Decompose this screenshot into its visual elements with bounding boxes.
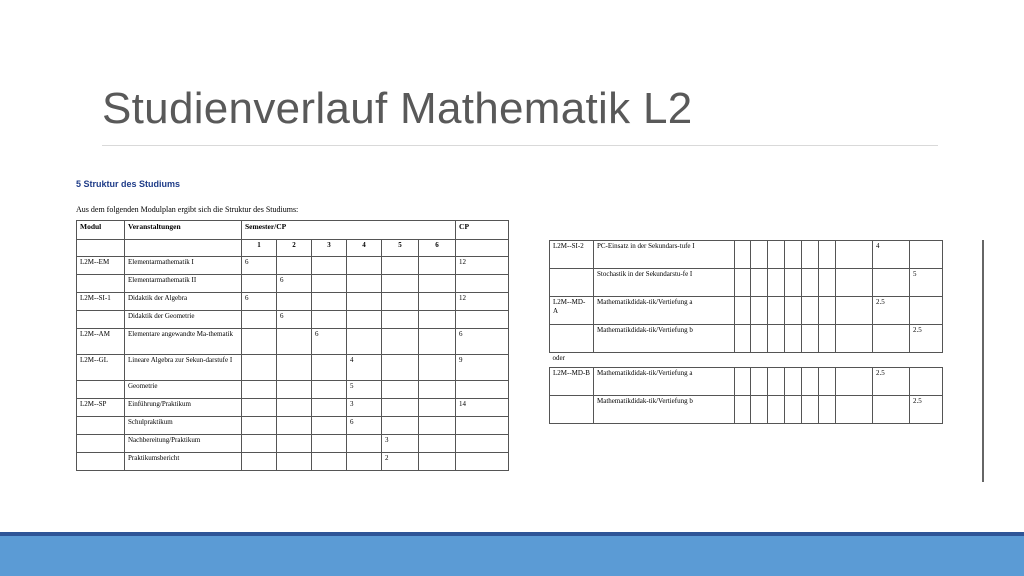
course-name-cell: Mathematikdidak-tik/Vertiefung b	[594, 396, 735, 424]
semester-cp-cell	[242, 399, 277, 417]
module-code-cell: L2M--SP	[77, 399, 125, 417]
semester-cp-cell	[242, 311, 277, 329]
header-blank	[125, 240, 242, 257]
semester-cp-cell: 2.5	[910, 325, 943, 353]
semester-cp-cell	[382, 355, 419, 381]
semester-cp-cell	[242, 381, 277, 399]
semester-cp-cell	[419, 381, 456, 399]
module-code-cell	[77, 275, 125, 293]
semester-cp-cell	[819, 325, 836, 353]
semester-cp-cell	[277, 293, 312, 311]
semester-cp-cell	[802, 297, 819, 325]
semester-cp-cell: 2.5	[873, 368, 910, 396]
semester-cp-cell	[836, 297, 873, 325]
course-name-cell: Mathematikdidak-tik/Vertiefung a	[594, 368, 735, 396]
header-semester-1: 1	[242, 240, 277, 257]
semester-cp-cell	[836, 368, 873, 396]
semester-cp-cell	[382, 417, 419, 435]
semester-cp-cell	[785, 269, 802, 297]
semester-cp-cell	[347, 275, 382, 293]
semester-cp-cell	[419, 293, 456, 311]
semester-cp-cell	[347, 329, 382, 355]
semester-cp-cell: 4	[347, 355, 382, 381]
course-name-cell: Schulpraktikum	[125, 417, 242, 435]
total-cp-cell: 9	[456, 355, 509, 381]
total-cp-cell: 12	[456, 257, 509, 275]
header-semester-2: 2	[277, 240, 312, 257]
slide-title: Studienverlauf Mathematik L2	[102, 84, 693, 133]
semester-cp-cell	[785, 325, 802, 353]
semester-cp-cell: 6	[312, 329, 347, 355]
semester-cp-cell: 2	[382, 453, 419, 471]
course-name-cell: Elementarmathematik II	[125, 275, 242, 293]
table-row	[550, 325, 943, 353]
document-heading: 5 Struktur des Studiums	[76, 179, 181, 189]
module-code-cell	[550, 396, 594, 424]
semester-cp-cell	[735, 241, 751, 269]
table-row	[77, 435, 509, 453]
module-code-cell	[550, 269, 594, 297]
table-row	[77, 311, 509, 329]
table-row	[77, 329, 509, 355]
table-row	[550, 269, 943, 297]
semester-cp-cell: 2.5	[873, 297, 910, 325]
semester-cp-cell	[277, 257, 312, 275]
course-name-cell: Nachbereitung/Praktikum	[125, 435, 242, 453]
semester-cp-cell	[802, 368, 819, 396]
semester-cp-cell	[312, 381, 347, 399]
semester-cp-cell	[735, 368, 751, 396]
semester-cp-cell: 5	[910, 269, 943, 297]
module-code-cell	[77, 453, 125, 471]
semester-cp-cell	[768, 368, 785, 396]
total-cp-cell: 6	[456, 329, 509, 355]
semester-cp-cell	[242, 453, 277, 471]
semester-cp-cell	[347, 293, 382, 311]
header-blank	[456, 240, 509, 257]
semester-cp-cell	[382, 329, 419, 355]
semester-cp-cell	[382, 311, 419, 329]
semester-cp-cell	[768, 241, 785, 269]
semester-cp-cell	[312, 435, 347, 453]
course-name-cell: Stochastik in der Sekundarstu-fe I	[594, 269, 735, 297]
semester-cp-cell	[419, 417, 456, 435]
course-name-cell: Didaktik der Algebra	[125, 293, 242, 311]
header-semester-cp: Semester/CP	[242, 221, 456, 240]
table-row	[77, 417, 509, 435]
semester-cp-cell	[910, 241, 943, 269]
semester-cp-cell	[242, 275, 277, 293]
semester-cp-cell	[419, 257, 456, 275]
semester-cp-cell	[819, 297, 836, 325]
semester-cp-cell	[751, 297, 768, 325]
module-code-cell: L2M--MD-B	[550, 368, 594, 396]
semester-cp-cell	[735, 396, 751, 424]
header-semester-3: 3	[312, 240, 347, 257]
semester-cp-cell	[785, 396, 802, 424]
semester-cp-cell	[312, 399, 347, 417]
semester-cp-cell	[382, 293, 419, 311]
semester-cp-cell	[382, 275, 419, 293]
semester-cp-cell	[277, 435, 312, 453]
table-row	[550, 297, 943, 325]
total-cp-cell: 14	[456, 399, 509, 417]
table-row	[77, 399, 509, 417]
course-name-cell: Praktikumsbericht	[125, 453, 242, 471]
semester-cp-cell	[735, 297, 751, 325]
module-plan-table-left	[76, 220, 509, 471]
semester-cp-cell	[419, 355, 456, 381]
semester-cp-cell	[836, 241, 873, 269]
course-name-cell: Elementarmathematik I	[125, 257, 242, 275]
semester-cp-cell	[802, 241, 819, 269]
course-name-cell: Mathematikdidak-tik/Vertiefung b	[594, 325, 735, 353]
semester-cp-cell: 6	[347, 417, 382, 435]
semester-cp-cell	[277, 453, 312, 471]
semester-cp-cell	[419, 435, 456, 453]
course-name-cell: Didaktik der Geometrie	[125, 311, 242, 329]
semester-cp-cell	[419, 311, 456, 329]
semester-cp-cell	[242, 329, 277, 355]
total-cp-cell	[456, 417, 509, 435]
header-blank	[77, 240, 125, 257]
semester-cp-cell	[819, 396, 836, 424]
semester-cp-cell	[312, 257, 347, 275]
semester-cp-cell	[910, 297, 943, 325]
semester-cp-cell	[785, 368, 802, 396]
module-code-cell	[77, 381, 125, 399]
semester-cp-cell	[802, 325, 819, 353]
course-name-cell: Mathematikdidak-tik/Vertiefung a	[594, 297, 735, 325]
total-cp-cell	[456, 381, 509, 399]
header-semester-4: 4	[347, 240, 382, 257]
semester-cp-cell	[836, 269, 873, 297]
semester-cp-cell	[751, 396, 768, 424]
semester-cp-cell	[277, 417, 312, 435]
semester-cp-cell	[873, 269, 910, 297]
module-code-cell	[77, 311, 125, 329]
total-cp-cell	[456, 311, 509, 329]
semester-cp-cell: 4	[873, 241, 910, 269]
course-name-cell: Elementare angewandte Ma-thematik	[125, 329, 242, 355]
module-code-cell	[77, 417, 125, 435]
total-cp-cell	[456, 275, 509, 293]
semester-cp-cell	[312, 453, 347, 471]
semester-cp-cell: 2.5	[910, 396, 943, 424]
header-veranstaltungen: Veranstaltungen	[125, 221, 242, 240]
table-row	[77, 381, 509, 399]
semester-cp-cell	[768, 269, 785, 297]
course-name-cell: Einführung/Praktikum	[125, 399, 242, 417]
semester-cp-cell	[312, 355, 347, 381]
semester-cp-cell	[873, 396, 910, 424]
semester-cp-cell	[751, 241, 768, 269]
document-intro-text: Aus dem folgenden Modulplan ergibt sich die Struktur des Studiums:	[76, 205, 299, 214]
total-cp-cell	[456, 435, 509, 453]
semester-cp-cell	[277, 399, 312, 417]
or-separator-row	[550, 353, 943, 368]
title-divider	[102, 145, 938, 146]
total-cp-cell	[456, 453, 509, 471]
course-name-cell: Geometrie	[125, 381, 242, 399]
semester-cp-cell	[347, 311, 382, 329]
table-row	[77, 453, 509, 471]
header-modul: Modul	[77, 221, 125, 240]
semester-cp-cell	[873, 325, 910, 353]
semester-cp-cell	[819, 368, 836, 396]
semester-cp-cell	[419, 275, 456, 293]
semester-cp-cell	[312, 293, 347, 311]
semester-cp-cell	[768, 396, 785, 424]
header-cp: CP	[456, 221, 509, 240]
module-code-cell: L2M--GL	[77, 355, 125, 381]
semester-cp-cell	[277, 381, 312, 399]
semester-cp-cell	[785, 297, 802, 325]
course-name-cell: PC-Einsatz in der Sekundars-tufe I	[594, 241, 735, 269]
semester-cp-cell	[785, 241, 802, 269]
semester-cp-cell	[419, 399, 456, 417]
semester-cp-cell: 6	[242, 257, 277, 275]
semester-cp-cell	[242, 435, 277, 453]
course-name-cell: Lineare Algebra zur Sekun-darstufe I	[125, 355, 242, 381]
semester-cp-cell	[735, 269, 751, 297]
semester-cp-cell	[382, 399, 419, 417]
semester-cp-cell	[836, 325, 873, 353]
module-code-cell: L2M--SI-1	[77, 293, 125, 311]
semester-cp-cell	[751, 269, 768, 297]
semester-cp-cell	[802, 396, 819, 424]
semester-cp-cell: 6	[277, 275, 312, 293]
semester-cp-cell	[277, 355, 312, 381]
semester-cp-cell: 3	[382, 435, 419, 453]
module-code-cell: L2M--EM	[77, 257, 125, 275]
semester-cp-cell	[819, 269, 836, 297]
footer-band	[0, 536, 1024, 576]
or-label: oder	[550, 353, 943, 368]
table-row	[550, 241, 943, 269]
module-code-cell: L2M--SI-2	[550, 241, 594, 269]
page-edge-line	[982, 240, 984, 482]
semester-cp-cell	[242, 355, 277, 381]
module-plan-table-right	[549, 240, 943, 424]
semester-cp-cell	[836, 396, 873, 424]
semester-cp-cell: 6	[277, 311, 312, 329]
semester-cp-cell	[819, 241, 836, 269]
semester-cp-cell	[735, 325, 751, 353]
semester-cp-cell	[382, 381, 419, 399]
table-row	[77, 355, 509, 381]
semester-cp-cell	[419, 329, 456, 355]
table-row	[550, 396, 943, 424]
total-cp-cell: 12	[456, 293, 509, 311]
module-code-cell	[77, 435, 125, 453]
table-row	[550, 368, 943, 396]
module-code-cell: L2M--MD-A	[550, 297, 594, 325]
semester-cp-cell	[751, 368, 768, 396]
module-code-cell	[550, 325, 594, 353]
semester-cp-cell: 6	[242, 293, 277, 311]
semester-cp-cell	[242, 417, 277, 435]
header-semester-5: 5	[382, 240, 419, 257]
semester-cp-cell	[312, 417, 347, 435]
semester-cp-cell	[910, 368, 943, 396]
semester-cp-cell	[768, 325, 785, 353]
module-code-cell: L2M--AM	[77, 329, 125, 355]
semester-cp-cell	[382, 257, 419, 275]
semester-cp-cell	[312, 275, 347, 293]
semester-cp-cell	[768, 297, 785, 325]
semester-cp-cell	[347, 257, 382, 275]
semester-cp-cell: 3	[347, 399, 382, 417]
semester-cp-cell: 5	[347, 381, 382, 399]
table-row	[77, 275, 509, 293]
semester-cp-cell	[347, 453, 382, 471]
semester-cp-cell	[347, 435, 382, 453]
semester-cp-cell	[419, 453, 456, 471]
table-row	[77, 293, 509, 311]
semester-cp-cell	[277, 329, 312, 355]
semester-cp-cell	[751, 325, 768, 353]
semester-cp-cell	[802, 269, 819, 297]
semester-cp-cell	[312, 311, 347, 329]
table-row	[77, 257, 509, 275]
header-semester-6: 6	[419, 240, 456, 257]
